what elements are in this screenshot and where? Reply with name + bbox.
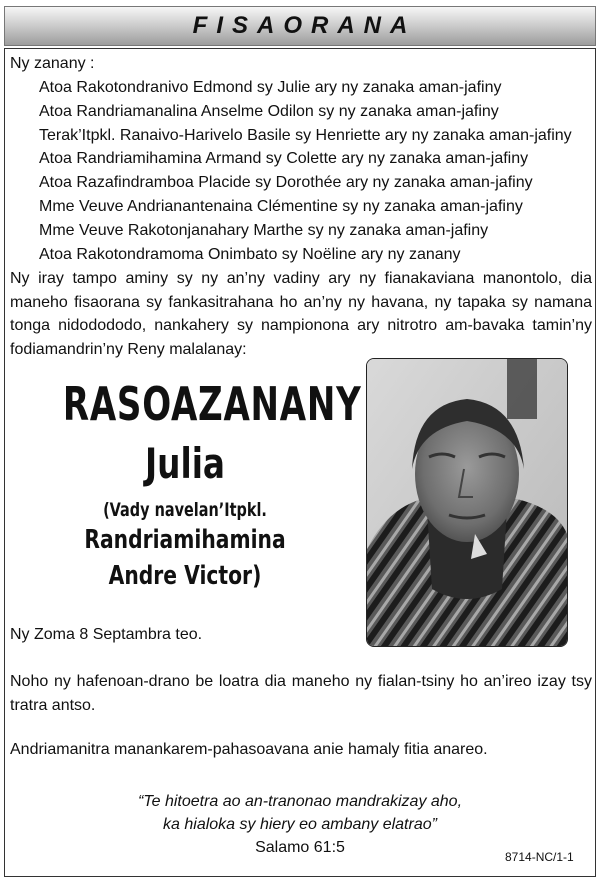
- family-member: Atoa Rakotondramoma Onimbato sy Noëline ary ny zanany: [39, 245, 461, 263]
- family-member: Atoa Rakotondranivo Edmond sy Julie ary ny zanaka aman-jafiny: [39, 79, 502, 96]
- portrait-image: [367, 359, 567, 646]
- family-member: Terak’Itpkl. Ranaivo-Harivelo Basile sy Henriette ary ny zanaka aman-jafiny: [39, 126, 572, 144]
- spouse-note-line2: Randriamihamina: [84, 525, 286, 555]
- intro-label: Ny zanany :: [10, 55, 95, 72]
- family-member: Atoa Randriamanalina Anselme Odilon sy ny zanaka aman-jafiny: [39, 102, 499, 120]
- death-date: Ny Zoma 8 Septambra teo.: [10, 626, 203, 643]
- family-member: Atoa Razafindramboa Placide sy Dorothée ary ny zanaka aman-jafiny: [39, 174, 533, 192]
- verse-citation: Salamo 61:5: [255, 839, 345, 856]
- verse-line2: ka hialoka sy hiery eo ambany elatrao”: [163, 816, 437, 833]
- deceased-firstname: Julia: [144, 439, 226, 488]
- family-member: Mme Veuve Andrianantenaina Clémentine sy ny zanaka aman-jafiny: [39, 197, 523, 215]
- family-member: Atoa Randriamihamina Armand sy Colette ary ny zanaka aman-jafiny: [39, 150, 529, 168]
- verse-line1: “Te hitoetra ao an-tranonao mandrakizay aho,: [137, 793, 463, 810]
- family-member: Mme Veuve Rakotonjanahary Marthe sy ny zanaka aman-jafiny: [39, 221, 489, 239]
- deceased-portrait-photo: [366, 358, 568, 647]
- thanks-paragraph: Ny iray tampo aminy sy ny an’ny vadiny ary ny fianakaviana manontolo, dia maneho fisaorana sy fankasitrahana ho an’ny ny havana, ny tapaka sy namana tonga nidodododo, nankahery sy nampionona ary nitrotro am-bavaka tamin’ny fodiamandrin’ny Reny malalanay:: [10, 270, 592, 358]
- spouse-note-line3: Andre Victor): [108, 561, 262, 591]
- spouse-note-line1: (Vady navelan’Itpkl.: [103, 499, 267, 521]
- reference-code: 8714-NC/1-1: [505, 850, 574, 864]
- deceased-surname: RASOAZANANY: [62, 377, 362, 431]
- blessing-paragraph: Andriamanitra manankarem-pahasoavana anie hamaly fitia anareo.: [10, 741, 488, 758]
- family-list: [39, 76, 572, 266]
- page-header: [4, 6, 596, 46]
- page-title: FISAORANA: [192, 12, 417, 39]
- apology-paragraph: Noho ny hafenoan-drano be loatra dia maneho ny fialan-tsiny ho an’ireo izay tsy tratra antso.: [10, 673, 592, 714]
